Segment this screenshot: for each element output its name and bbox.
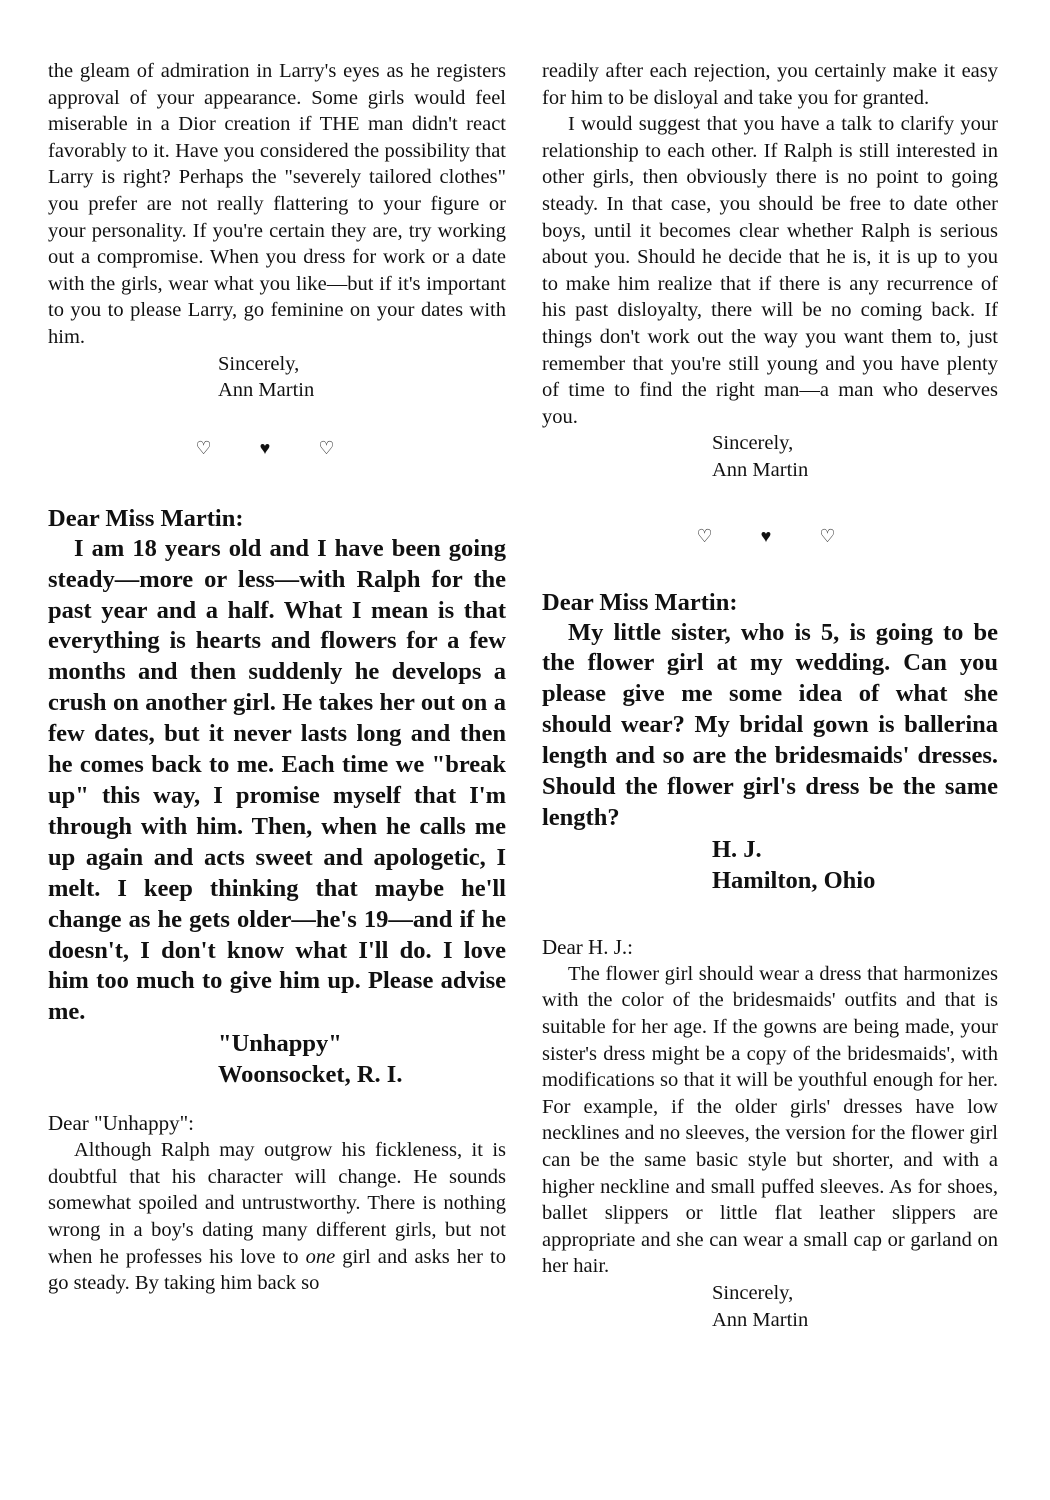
letter2-signature: "Unhappy" [218, 1030, 342, 1058]
hearts-divider-left [24, 438, 506, 459]
answer1-body: the gleam of admiration in Larry's eyes as he registers approval of your appearance. Some girls would feel miserable in a Dior creation if THE man didn't react favorably to it. Have you considered the possibility that Larry is right? Perhaps the "severely tailored clothes" you prefer are not really flattering to your figure or your personality. If you're certain they are, try working out a compromise. When you dress for work or a date with the girls, wear what you like—but if it's important to you to please Larry, go feminine on your dates with him. [48, 60, 506, 348]
answer1-signoff [48, 351, 506, 404]
answer2-continued-paragraph2: I would suggest that you have a talk to clarify your relationship to each other. If Ralph is still interested in other girls, then obviously there is no point to going steady. In that case, you should be free to date other boys, until it becomes clear whether Ralph is serious about you. Should he decide that he is, it is up to you to make him realize that if there is any recurrence of his past disloyalty, there will be no coming back. If things don't work out the way you want them to, just remember that you're still young and you have plenty of time to find the right man—a man who deserves you. [542, 113, 998, 428]
letter2-body: I am 18 years old and I have been going steady—more or less—with Ralph for the past year and a half. What I mean is that everything is hearts and flowers for a few months and then suddenly he develops a crush on another girl. He takes her out on a few dates, but it never lasts long and then he comes back to me. Each time we "break up" this way, I promise myself that I'm through with him. Then, when he calls me up again and acts sweet and apologetic, I melt. I keep thinking that maybe he'll change as he gets older—he's 19—and if he doesn't, I don't know what I'll do. I love him too much to give him up. Please advise me. [48, 534, 506, 1026]
heart-outline-icon: ♡ [318, 437, 335, 458]
heart-outline-icon: ♡ [819, 525, 836, 546]
answer2-salutation: Dear "Unhappy": [48, 1111, 195, 1136]
heart-filled-icon: ♥ [760, 525, 772, 546]
answer2-signature: Ann Martin [712, 458, 809, 481]
letter3-signature: H. J. [712, 835, 762, 863]
letter3-body: My little sister, who is 5, is going to be the flower girl at my wedding. Can you please give me some idea of what she should wear? My bridal gown is ballerina length and so are the bridesmaids' dresses. Should the flower girl's dress be the same length? [542, 618, 998, 831]
letter2-location: Woonsocket, R. I. [218, 1061, 403, 1089]
left-column [48, 56, 506, 1297]
letter2-salutation: Dear Miss Martin: [48, 504, 244, 532]
answer2-body-emphasis: one [305, 1245, 336, 1268]
right-column [542, 56, 998, 1333]
answer1-closing: Sincerely, [218, 352, 300, 375]
heart-outline-icon: ♡ [195, 437, 212, 458]
heart-outline-icon: ♡ [696, 525, 713, 546]
answer2-body [48, 1137, 506, 1297]
heart-filled-icon: ♥ [259, 437, 271, 458]
answer3-closing: Sincerely, [712, 1281, 794, 1304]
answer2-closing: Sincerely, [712, 432, 794, 455]
answer3-salutation: Dear H. J.: [542, 934, 633, 959]
answer3-signature: Ann Martin [712, 1308, 809, 1331]
letter3-location: Hamilton, Ohio [712, 866, 876, 894]
answer2-continued-paragraph1: readily after each rejection, you certainly make it easy for him to be disloyal and take you for granted. [542, 60, 998, 109]
answer3-signoff [542, 1280, 998, 1333]
answer3-body: The flower girl should wear a dress that harmonizes with the color of the bridesmaids' outfits and that is suitable for her age. If the gowns are being made, your sister's dress might be a copy of the bridesmaids', with modifications so that it will be youthful enough for her. For example, if the older girls' dresses have low necklines and no sleeves, the version for the flower girl can be the same basic style but shorter, and with a higher neckline and small puffed sleeves. As for shoes, ballet slippers or little flat leather slippers are appropriate and she can wear a small cap or garland on her hair. [542, 962, 998, 1278]
answer2-body-start: Although Ralph may outgrow his fickleness, it is doubtful that his character will change. He sounds somewhat spoiled and untrustworthy. There is nothing wrong in a boy's dating many different girls, but not when he professes his love to [48, 1139, 506, 1268]
letter3-signoff [542, 834, 998, 896]
letter2-signoff [48, 1028, 506, 1090]
hearts-divider-right [534, 526, 998, 547]
answer2-signoff [542, 430, 998, 483]
answer1-signature: Ann Martin [218, 379, 315, 402]
letter3-salutation: Dear Miss Martin: [542, 588, 738, 616]
answer2-body-end: girl and asks her to go steady. By taking him back so [48, 1245, 506, 1295]
